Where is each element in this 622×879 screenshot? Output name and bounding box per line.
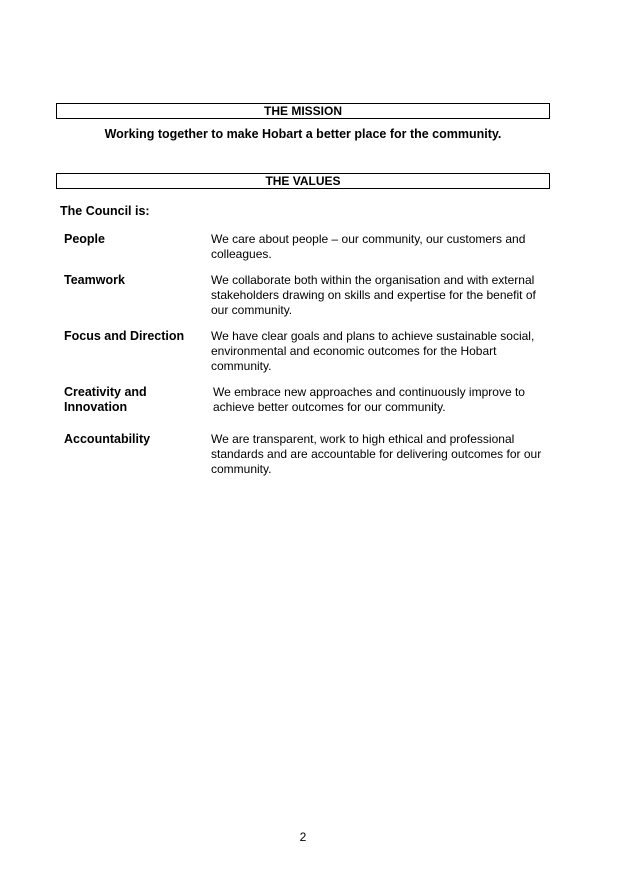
- mission-statement: Working together to make Hobart a better place for the community.: [104, 127, 502, 141]
- page-number: 2: [299, 830, 307, 844]
- value-name: Creativity and Innovation: [64, 385, 147, 414]
- mission-heading: THE MISSION: [56, 103, 550, 119]
- value-description: We have clear goals and plans to achieve sustainable social, environmental and economic outcomes for the Hobart community.: [211, 329, 535, 373]
- value-description: We embrace new approaches and continuously improve to achieve better outcomes for our community.: [213, 385, 525, 414]
- value-name: People: [64, 232, 105, 246]
- council-intro: The Council is:: [60, 204, 150, 218]
- value-name: Teamwork: [64, 273, 125, 287]
- value-description: We collaborate both within the organisation and with external stakeholders drawing on skills and expertise for the benefit of our community.: [211, 273, 536, 317]
- value-description: We are transparent, work to high ethical and professional standards and are accountable for delivering outcomes for our community.: [211, 432, 542, 476]
- value-description: We care about people – our community, our customers and colleagues.: [211, 232, 526, 261]
- values-heading: THE VALUES: [56, 173, 550, 189]
- value-name: Focus and Direction: [64, 329, 185, 343]
- value-name: Accountability: [64, 432, 151, 446]
